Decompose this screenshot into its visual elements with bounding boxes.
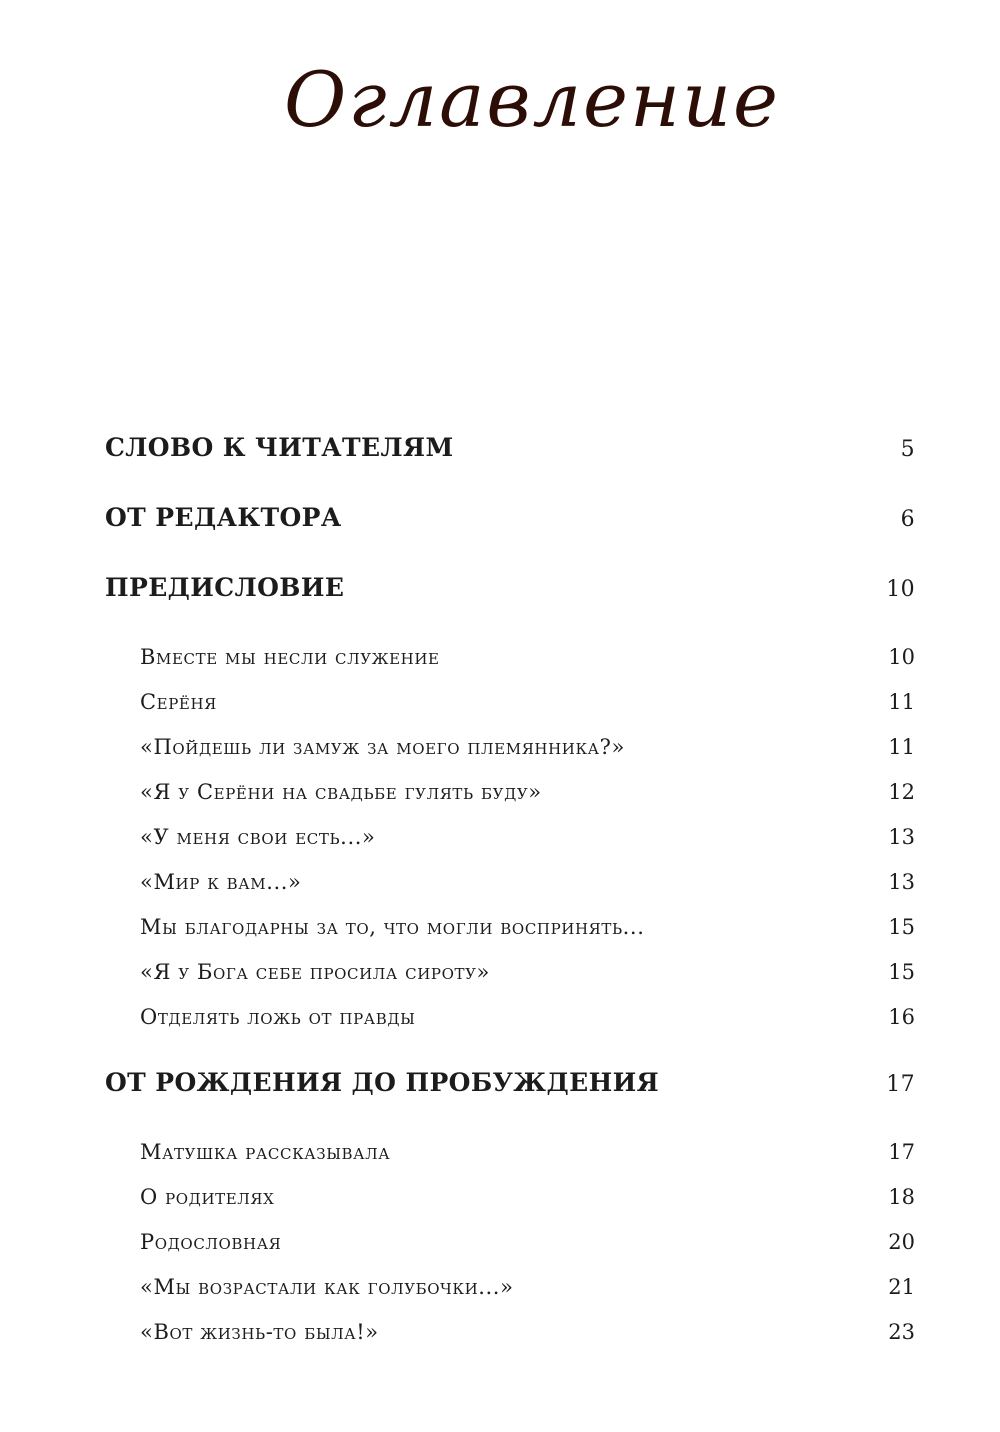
toc-entry-label: Серёня	[140, 690, 217, 714]
toc-entry-page: 13	[888, 825, 915, 849]
toc-entry-label: «Вот жизнь-то была!»	[140, 1320, 379, 1344]
toc-entry	[105, 503, 915, 533]
toc-entry-page: 16	[888, 1005, 915, 1029]
toc-entry-page: 5	[900, 437, 915, 462]
toc-entry-page: 11	[888, 690, 915, 714]
toc-entry-page: 15	[888, 960, 915, 984]
toc-entry-page: 11	[888, 735, 915, 759]
toc-entry-label: «Мир к вам...»	[140, 870, 302, 894]
toc-entry	[105, 644, 915, 670]
toc-entry-page: 17	[886, 1072, 915, 1097]
toc-entry	[105, 869, 915, 895]
toc-entry-label: Матушка рассказывала	[140, 1140, 391, 1164]
toc-entry	[105, 1274, 915, 1300]
toc-entry	[105, 1319, 915, 1345]
toc-entry-label: Мы благодарны за то, что могли воспринять...	[140, 915, 645, 939]
toc-entry-label: ОТ РЕДАКТОРА	[105, 503, 342, 532]
toc-entry-page: 21	[888, 1275, 915, 1299]
toc-entry-label: Вместе мы несли служение	[140, 645, 440, 669]
toc-entry-label: «Я у Бога себе просила сироту»	[140, 960, 490, 984]
toc-entry-page: 12	[888, 780, 915, 804]
toc-entry-label: «Мы возрастали как голубочки...»	[140, 1275, 514, 1299]
toc-entry-label: О родителях	[140, 1185, 275, 1209]
toc-entry-label: ОТ РОЖДЕНИЯ ДО ПРОБУЖДЕНИЯ	[105, 1068, 660, 1097]
toc-entry	[105, 734, 915, 760]
toc-entry-page: 20	[888, 1230, 915, 1254]
toc-entry-label: ПРЕДИСЛОВИЕ	[105, 573, 345, 602]
toc-entry	[105, 779, 915, 805]
toc-entry	[105, 914, 915, 940]
toc-entry-label: «Я у Серёни на свадьбе гулять буду»	[140, 780, 542, 804]
page-header	[0, 52, 1000, 147]
toc-entry	[105, 573, 915, 603]
toc-entry-label: Отделять ложь от правды	[140, 1005, 416, 1029]
toc-entry-page: 17	[888, 1140, 915, 1164]
toc-entry-page: 13	[888, 870, 915, 894]
toc-entry-page: 23	[888, 1320, 915, 1344]
toc-entry-page: 15	[888, 915, 915, 939]
page-title: Оглавление	[283, 55, 780, 144]
toc-entry	[105, 1229, 915, 1255]
toc-entry-page: 18	[888, 1185, 915, 1209]
toc-entry	[105, 1004, 915, 1030]
toc-entry	[105, 959, 915, 985]
toc-entry-label: Родословная	[140, 1230, 282, 1254]
toc-entry	[105, 1139, 915, 1165]
toc-entry	[105, 433, 915, 463]
toc-entry-label: «Пойдешь ли замуж за моего племянника?»	[140, 735, 625, 759]
toc-entry	[105, 689, 915, 715]
toc-list	[105, 433, 915, 1345]
toc-entry-label: «У меня свои есть...»	[140, 825, 376, 849]
toc-entry-page: 6	[900, 507, 915, 532]
toc-entry-label: СЛОВО К ЧИТАТЕЛЯМ	[105, 433, 454, 462]
toc-entry	[105, 1184, 915, 1210]
toc-entry-page: 10	[888, 645, 915, 669]
toc-entry-page: 10	[886, 577, 915, 602]
toc-entry	[105, 1068, 915, 1098]
toc-entry	[105, 824, 915, 850]
